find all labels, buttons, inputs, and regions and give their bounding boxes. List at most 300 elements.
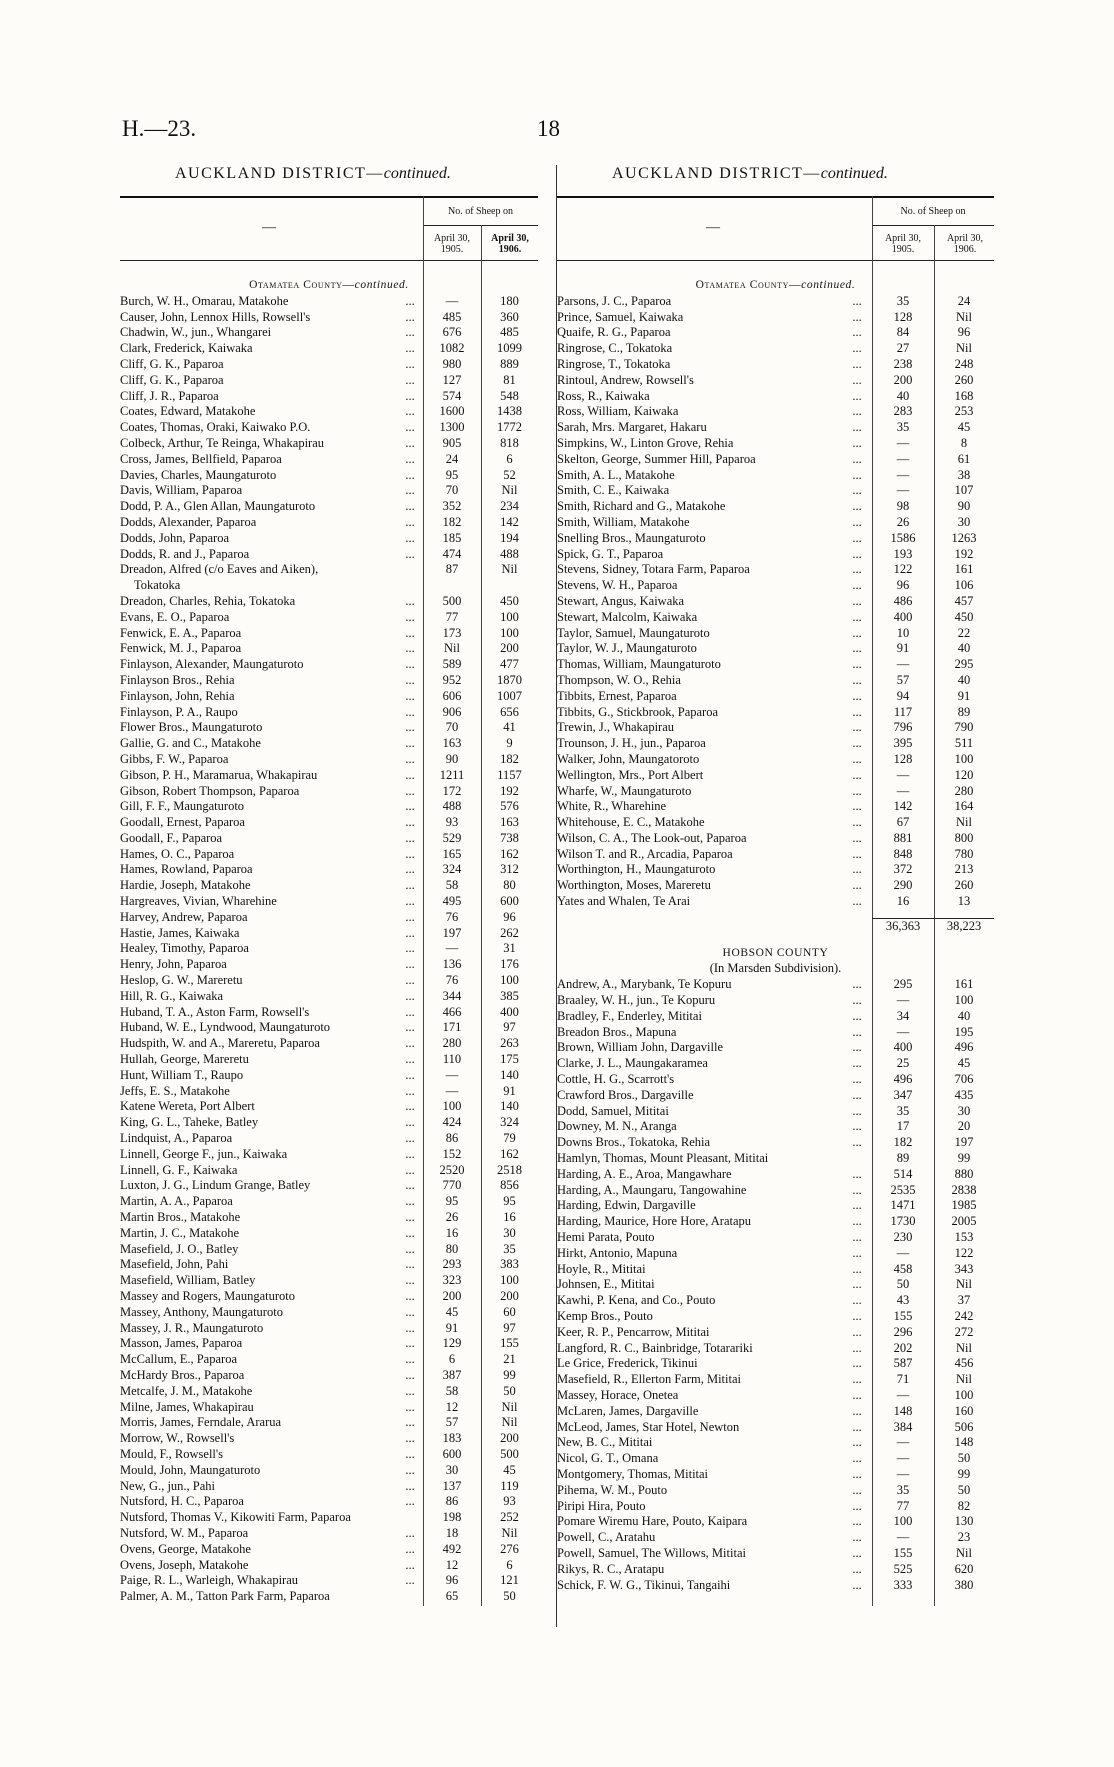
sheep-1905: 525 — [893, 1561, 913, 1576]
entry-name: McHardy Bros., Paparoa — [120, 1367, 245, 1382]
entry-name: Yates and Whalen, Te Arai — [557, 894, 691, 909]
leader-dots: ... — [405, 1131, 415, 1146]
entry-name: Martin Bros., Matakohe — [120, 1210, 241, 1225]
leader-dots: ... — [405, 1462, 415, 1477]
hobson-county-title: HOBSON COUNTY — [722, 946, 829, 959]
entry-name: Prince, Samuel, Kaiwaka — [557, 309, 684, 324]
sheep-1906: 41 — [503, 720, 516, 735]
sheep-1906: 1870 — [497, 672, 522, 687]
entry-name: Evans, E. O., Paparoa — [120, 609, 230, 624]
table-row — [120, 531, 538, 547]
sheep-1905: Nil — [444, 641, 460, 656]
sheep-1905: 76 — [445, 909, 459, 924]
sheep-1906: 162 — [500, 1146, 519, 1161]
sheep-1905: 474 — [442, 546, 462, 561]
entry-name: Nicol, G. T., Omana — [557, 1451, 659, 1466]
table-row — [120, 1178, 538, 1194]
sheep-1906: 100 — [954, 751, 974, 766]
sheep-1906: 880 — [954, 1166, 974, 1181]
sheep-1905: 1586 — [890, 530, 916, 545]
sheep-1905: 35 — [896, 420, 910, 435]
sheep-1906: 192 — [954, 546, 974, 561]
sheep-1906: 13 — [957, 894, 971, 909]
table-row — [120, 926, 538, 942]
entry-name: Smith, A. L., Matakohe — [557, 467, 675, 482]
leader-dots: ... — [405, 1446, 415, 1461]
entry-name: Hudspith, W. and A., Mareretu, Paparoa — [120, 1036, 320, 1051]
entry-name: Taylor, Samuel, Maungaturoto — [557, 625, 710, 640]
sheep-1906: 82 — [957, 1498, 971, 1513]
sheep-1905: 80 — [445, 1241, 459, 1256]
table-row — [557, 894, 994, 910]
sheep-1906: 100 — [500, 609, 519, 624]
leader-dots: ... — [852, 356, 862, 371]
entry-name: Tokatoka — [134, 578, 181, 593]
leader-dots: ... — [852, 1024, 862, 1039]
leader-dots: ... — [405, 1210, 415, 1225]
entry-name: Harding, Maurice, Hore Hore, Aratapu — [557, 1214, 752, 1229]
sheep-1905: 70 — [445, 483, 459, 498]
leader-dots: ... — [852, 751, 862, 766]
leader-dots: ... — [405, 1415, 415, 1430]
sheep-1905: 1471 — [890, 1198, 916, 1213]
entry-name: Huband, T. A., Aston Farm, Rowsell's — [120, 1004, 310, 1019]
sheep-1905: 18 — [445, 1525, 459, 1540]
sheep-1906: 140 — [500, 1099, 519, 1114]
sheep-1905: 400 — [893, 609, 913, 624]
leader-dots: ... — [405, 356, 415, 371]
entry-name: Hoyle, R., Mititai — [557, 1261, 646, 1276]
sheep-1906: 24 — [957, 293, 971, 308]
table-row — [120, 515, 538, 531]
table-row — [120, 1257, 538, 1273]
entry-name: Metcalfe, J. M., Matakohe — [120, 1383, 253, 1398]
table-row — [120, 1589, 538, 1605]
sheep-1906: 485 — [500, 325, 519, 340]
leader-dots: ... — [852, 1230, 862, 1245]
leader-dots: ... — [852, 420, 862, 435]
table-row — [557, 1578, 994, 1594]
entry-name: Worthington, H., Maungaturoto — [557, 862, 716, 877]
entry-name: Wilson, C. A., The Look-out, Paparoa — [557, 830, 747, 845]
table-row — [557, 1214, 994, 1230]
table-row — [557, 1009, 994, 1025]
sheep-1905: 466 — [442, 1004, 462, 1019]
leader-dots: ... — [852, 1135, 862, 1150]
leader-dots: ... — [405, 1052, 415, 1067]
leader-dots: ... — [405, 1083, 415, 1098]
sheep-1905: 96 — [896, 578, 910, 593]
table-row — [557, 373, 994, 389]
table-row — [557, 626, 994, 642]
leader-dots: ... — [405, 593, 415, 608]
sheep-1906: 213 — [954, 862, 974, 877]
entry-name: New, G., jun., Pahi — [120, 1478, 216, 1493]
sheep-1906: 818 — [500, 435, 519, 450]
sheep-1905: 155 — [893, 1545, 913, 1560]
sheep-1905: 1300 — [439, 420, 465, 435]
leader-dots: ... — [405, 894, 415, 909]
sheep-1905: 485 — [442, 309, 462, 324]
table-row — [120, 1163, 538, 1179]
sheep-1906: 22 — [957, 625, 971, 640]
entry-name: Dodds, Alexander, Paparoa — [120, 514, 257, 529]
left-name-col-dash: — — [262, 220, 276, 235]
sheep-1905: 17 — [896, 1119, 910, 1134]
sheep-1905: 323 — [442, 1273, 462, 1288]
table-row — [557, 341, 994, 357]
table-row — [557, 1451, 994, 1467]
sheep-1906: 160 — [954, 1403, 974, 1418]
leader-dots: ... — [405, 1431, 415, 1446]
sheep-1906: 96 — [957, 325, 971, 340]
table-row — [557, 1246, 994, 1262]
leader-dots: ... — [852, 878, 862, 893]
table-row — [120, 1242, 538, 1258]
table-row — [557, 1262, 994, 1278]
sheep-1906: 200 — [500, 641, 519, 656]
sheep-1905: 424 — [442, 1115, 462, 1130]
table-row — [120, 1558, 538, 1574]
leader-dots: ... — [852, 483, 862, 498]
table-row — [120, 1352, 538, 1368]
entry-name: Morrow, W., Rowsell's — [120, 1431, 235, 1446]
sheep-1905: 492 — [442, 1541, 462, 1556]
sheep-1906: 50 — [957, 1451, 971, 1466]
leader-dots: ... — [405, 1352, 415, 1367]
table-row — [557, 468, 994, 484]
sheep-1906: 263 — [500, 1036, 519, 1051]
sheep-1906: 242 — [954, 1309, 974, 1323]
table-row — [120, 468, 538, 484]
leader-dots: ... — [405, 846, 415, 861]
table-row — [557, 1104, 994, 1120]
leader-dots: ... — [405, 388, 415, 403]
sheep-1905: 587 — [893, 1356, 913, 1371]
table-row — [557, 310, 994, 326]
sheep-1906: 385 — [500, 988, 519, 1003]
sheep-1905: 70 — [445, 720, 459, 735]
left-district-title: AUCKLAND DISTRICT—continued. — [175, 165, 451, 182]
sheep-1906: 456 — [954, 1356, 974, 1371]
table-row — [557, 673, 994, 689]
entry-name: McLaren, James, Dargaville — [557, 1403, 699, 1418]
entry-name: Nutsford, H. C., Paparoa — [120, 1494, 244, 1509]
leader-dots: ... — [852, 641, 862, 656]
entry-name: Braaley, W. H., jun., Te Kopuru — [557, 993, 716, 1008]
sheep-1906: 1157 — [497, 767, 522, 782]
sheep-1906: Nil — [956, 1545, 972, 1560]
sheep-1906: 99 — [957, 1151, 971, 1166]
left-section-title: Otamatea County—continued. — [249, 279, 409, 291]
entry-name: Milne, James, Whakapirau — [120, 1399, 254, 1414]
entry-name: Spick, G. T., Paparoa — [557, 546, 664, 561]
entry-name: Cross, James, Bellfield, Paparoa — [120, 451, 282, 466]
entry-name: Massey, Anthony, Maungaturoto — [120, 1304, 283, 1319]
entry-name: Thompson, W. O., Rehia — [557, 672, 681, 687]
entry-name: Wharfe, W., Maungaturoto — [557, 783, 692, 798]
sheep-1906: 100 — [954, 993, 974, 1008]
table-row — [557, 878, 994, 894]
sheep-1906: 6 — [506, 451, 513, 466]
leader-dots: ... — [405, 1399, 415, 1414]
sheep-1906: 31 — [503, 941, 516, 956]
table-row — [120, 452, 538, 468]
leader-dots: ... — [405, 1241, 415, 1256]
leader-dots: ... — [852, 1435, 862, 1450]
sheep-1905: — — [896, 657, 910, 672]
leader-dots: ... — [405, 1115, 415, 1130]
left-col-group-head: No. of Sheep on — [448, 206, 513, 217]
page-number: 18 — [537, 116, 560, 141]
entry-name: Worthington, Moses, Mareretu — [557, 878, 711, 893]
entry-name: Le Grice, Frederick, Tikinui — [557, 1356, 698, 1371]
sheep-1906: 81 — [503, 372, 516, 387]
sheep-1905: — — [445, 1083, 459, 1098]
sheep-1906: 40 — [957, 641, 971, 656]
table-row — [120, 1400, 538, 1416]
sheep-1906: 500 — [500, 1446, 519, 1461]
entry-name: Stewart, Angus, Kaiwaka — [557, 593, 685, 608]
sheep-1905: 27 — [896, 341, 910, 356]
leader-dots: ... — [405, 767, 415, 782]
leader-dots: ... — [852, 309, 862, 324]
table-row — [557, 752, 994, 768]
sheep-1906: 97 — [503, 1020, 516, 1035]
sheep-1905: 110 — [442, 1052, 462, 1067]
sheep-1906: 61 — [957, 451, 971, 466]
entry-name: Downey, M. N., Aranga — [557, 1119, 677, 1134]
entry-name: Trewin, J., Whakapirau — [557, 720, 674, 735]
table-row — [557, 1309, 994, 1325]
sheep-1906: 380 — [954, 1577, 974, 1592]
entry-name: Goodall, F., Paparoa — [120, 830, 223, 845]
sheep-1905: 193 — [893, 546, 913, 561]
table-row — [557, 720, 994, 736]
leader-dots: ... — [852, 1387, 862, 1402]
table-row — [120, 1194, 538, 1210]
table-row — [120, 594, 538, 610]
table-row — [120, 626, 538, 642]
leader-dots: ... — [405, 1383, 415, 1398]
sheep-1906: 99 — [957, 1466, 971, 1481]
leader-dots: ... — [405, 909, 415, 924]
table-row — [120, 1115, 538, 1131]
sheep-1905: 128 — [893, 751, 913, 766]
table-row — [557, 1072, 994, 1088]
sheep-1905: 35 — [896, 293, 910, 308]
leader-dots: ... — [852, 720, 862, 735]
sheep-1905: 488 — [442, 799, 462, 814]
sheep-1906: 343 — [954, 1261, 974, 1276]
left-col-1906-head: April 30, 1906. — [491, 233, 529, 255]
table-row — [557, 784, 994, 800]
sheep-1906: 706 — [954, 1072, 974, 1087]
sheep-1905: 90 — [445, 751, 459, 766]
table-row — [557, 1435, 994, 1451]
table-row — [120, 1005, 538, 1021]
sheep-1906: 37 — [957, 1293, 971, 1308]
table-row — [557, 547, 994, 563]
leader-dots: ... — [852, 467, 862, 482]
entry-name: Hullah, George, Mareretu — [120, 1052, 249, 1067]
sheep-1906: 40 — [957, 672, 971, 687]
total-1906: 38,223 — [934, 918, 994, 935]
table-row — [120, 1479, 538, 1495]
sheep-1905: 24 — [445, 451, 459, 466]
sheep-1906: 50 — [503, 1589, 516, 1604]
table-row — [120, 847, 538, 863]
leader-dots: ... — [852, 830, 862, 845]
sheep-1905: 352 — [442, 499, 462, 514]
entry-name: Smith, Richard and G., Matakohe — [557, 499, 726, 514]
table-row — [557, 1546, 994, 1562]
leader-dots: ... — [405, 1573, 415, 1588]
sheep-1905: 50 — [896, 1277, 910, 1292]
sheep-1905: 58 — [445, 878, 459, 893]
entry-name: Stewart, Malcolm, Kaiwaka — [557, 609, 698, 624]
table-row — [557, 1372, 994, 1388]
entry-name: Lindquist, A., Paparoa — [120, 1131, 233, 1146]
entry-name: Huband, W. E., Lyndwood, Maungaturoto — [120, 1020, 331, 1035]
sheep-1906: 30 — [957, 514, 971, 529]
sheep-1906: 276 — [500, 1541, 519, 1556]
leader-dots: ... — [405, 957, 415, 972]
leader-dots: ... — [852, 562, 862, 577]
table-row — [120, 1573, 538, 1589]
sheep-1905: 12 — [445, 1557, 459, 1572]
table-row — [120, 1131, 538, 1147]
sheep-1906: 45 — [957, 420, 971, 435]
entry-name: Jeffs, E. S., Matakohe — [120, 1083, 230, 1098]
sheep-1906: 52 — [503, 467, 516, 482]
sheep-1905: 76 — [445, 973, 459, 988]
leader-dots: ... — [405, 404, 415, 419]
entry-name: Harding, A., Maungaru, Tangowahine — [557, 1182, 747, 1197]
entry-name: Clark, Frederick, Kaiwaka — [120, 341, 253, 356]
entry-name: Davies, Charles, Maungaturoto — [120, 467, 277, 482]
sheep-1906: 122 — [954, 1245, 974, 1260]
sheep-1905: — — [896, 451, 910, 466]
sheep-1905: 100 — [893, 1514, 913, 1529]
entry-name: Pihema, W. M., Pouto — [557, 1482, 668, 1497]
sheep-1905: 30 — [445, 1462, 459, 1477]
sheep-1906: 180 — [500, 293, 519, 308]
table-row — [120, 1510, 538, 1526]
table-row — [557, 325, 994, 341]
entry-name: Quaife, R. G., Paparoa — [557, 325, 671, 340]
leader-dots: ... — [852, 1119, 862, 1134]
sheep-1905: 676 — [442, 325, 462, 340]
entry-name: Linnell, George F., jun., Kaiwaka — [120, 1146, 288, 1161]
table-row — [120, 799, 538, 815]
entry-name: Katene Wereta, Port Albert — [120, 1099, 255, 1114]
entry-name: Finlayson, Alexander, Maungaturoto — [120, 657, 304, 672]
entry-name: Heslop, G. W., Mareretu — [120, 973, 243, 988]
right-top-rule — [557, 196, 994, 198]
sheep-1906: 1438 — [497, 404, 522, 419]
entry-name: Gallie, G. and C., Matakohe — [120, 736, 261, 751]
entry-name: Mould, John, Maungaturoto — [120, 1462, 261, 1477]
table-row — [120, 1052, 538, 1068]
leader-dots: ... — [405, 1494, 415, 1509]
table-row — [120, 357, 538, 373]
table-row — [557, 993, 994, 1009]
sheep-1906: 195 — [954, 1024, 974, 1039]
leader-dots: ... — [405, 657, 415, 672]
leader-dots: ... — [405, 451, 415, 466]
table-row — [120, 1084, 538, 1100]
leader-dots: ... — [405, 830, 415, 845]
entry-name: Powell, C., Aratahu — [557, 1530, 656, 1545]
leader-dots: ... — [405, 467, 415, 482]
leader-dots: ... — [852, 404, 862, 419]
right-col-1906-head: April 30, 1906. — [946, 233, 984, 255]
leader-dots: ... — [852, 672, 862, 687]
table-row — [120, 894, 538, 910]
left-table-body — [120, 278, 538, 1605]
hobson-subdivision: (In Marsden Subdivision). — [709, 961, 842, 976]
table-row — [557, 357, 994, 373]
sheep-1905: — — [445, 941, 459, 956]
entry-name: Dodd, P. A., Glen Allan, Maungaturoto — [120, 499, 316, 514]
sheep-1905: 387 — [442, 1367, 462, 1382]
entry-name: Massey, J. R., Maungaturoto — [120, 1320, 264, 1335]
entry-name: Cliff, G. K., Paparoa — [120, 372, 224, 387]
leader-dots: ... — [852, 1372, 862, 1387]
entry-name: Harding, Edwin, Dargaville — [557, 1198, 696, 1213]
leader-dots: ... — [405, 325, 415, 340]
sheep-1905: 129 — [442, 1336, 462, 1351]
total-1905: 36,363 — [872, 918, 934, 935]
table-row — [557, 1040, 994, 1056]
table-row — [120, 404, 538, 420]
leader-dots: ... — [405, 1036, 415, 1051]
leader-dots: ... — [852, 1008, 862, 1023]
leader-dots: ... — [852, 1482, 862, 1497]
sheep-1905: 500 — [442, 593, 462, 608]
entry-name: Hardie, Joseph, Matakohe — [120, 878, 251, 893]
entry-name: Brown, William John, Dargaville — [557, 1040, 724, 1055]
table-row — [557, 1293, 994, 1309]
sheep-1906: 262 — [500, 925, 519, 940]
sheep-1906: Nil — [501, 1415, 518, 1430]
table-row — [557, 689, 994, 705]
sheep-1906: 800 — [954, 830, 974, 845]
sheep-1906: 168 — [954, 388, 974, 403]
leader-dots: ... — [852, 846, 862, 861]
sheep-1905: 280 — [442, 1036, 462, 1051]
leader-dots: ... — [405, 435, 415, 450]
table-row — [557, 705, 994, 721]
sheep-1906: 30 — [503, 1225, 516, 1240]
leader-dots: ... — [852, 688, 862, 703]
entry-name: Finlayson, P. A., Raupo — [120, 704, 238, 719]
table-row — [120, 705, 538, 721]
entry-name: Finlayson, John, Rehia — [120, 688, 235, 703]
sheep-1906: 511 — [954, 736, 974, 751]
sheep-1906: 790 — [954, 720, 974, 735]
leader-dots: ... — [852, 1577, 862, 1592]
table-row — [557, 594, 994, 610]
sheep-1906: 130 — [954, 1514, 974, 1529]
sheep-1905: 98 — [896, 499, 910, 514]
table-row — [120, 657, 538, 673]
leader-dots: ... — [852, 993, 862, 1008]
entry-name: Andrew, A., Marybank, Te Kopuru — [557, 977, 732, 992]
entry-name: Massey and Rogers, Maungaturoto — [120, 1289, 295, 1303]
entry-name: Johnsen, E., Mititai — [557, 1277, 655, 1292]
